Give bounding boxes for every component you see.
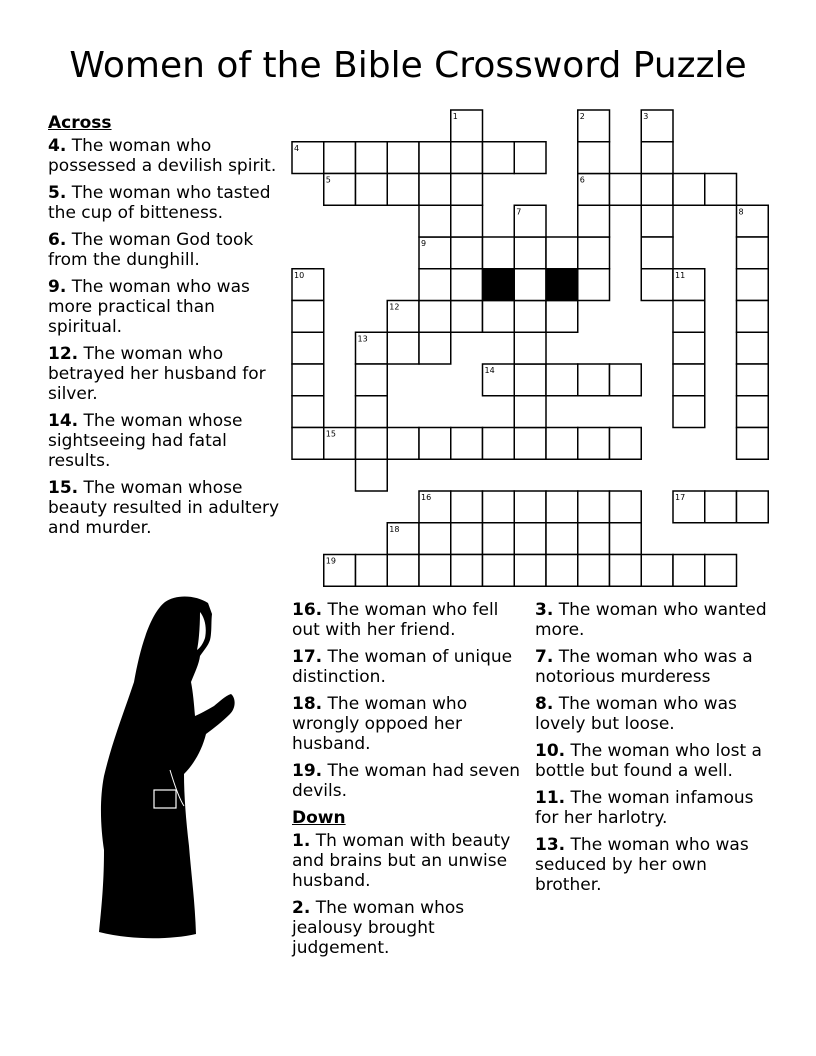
- clue-text: The woman of unique distinction.: [292, 647, 513, 687]
- grid-cell[interactable]: [387, 332, 419, 364]
- clue-text: The woman God took from the dunghill.: [48, 230, 254, 270]
- grid-cell[interactable]: [546, 523, 578, 555]
- grid-cell[interactable]: [451, 269, 483, 301]
- grid-cell[interactable]: [419, 142, 451, 174]
- grid-cell[interactable]: [737, 428, 769, 460]
- clue-text: Th woman with beauty and brains but an unwise husband.: [292, 831, 511, 891]
- grid-cell[interactable]: [324, 142, 356, 174]
- grid-cell-number: 3: [643, 112, 649, 121]
- clue-number: 8.: [535, 694, 554, 714]
- grid-cell-number: 2: [579, 112, 585, 121]
- grid-cell[interactable]: [292, 396, 324, 428]
- grid-cell[interactable]: [356, 396, 388, 428]
- grid-cell[interactable]: [292, 332, 324, 364]
- grid-cell[interactable]: [514, 332, 546, 364]
- grid-cell[interactable]: [578, 555, 610, 587]
- clue-number: 7.: [535, 647, 554, 667]
- grid-cell-number: 10: [294, 270, 305, 280]
- clue-text: The woman who lost a bottle but found a well.: [535, 741, 762, 781]
- grid-cell[interactable]: [578, 142, 610, 174]
- clue-text: The woman whose sightseeing had fatal results.: [48, 411, 243, 471]
- grid-cell[interactable]: [546, 491, 578, 523]
- grid-cell[interactable]: [737, 396, 769, 428]
- grid-cell[interactable]: [610, 523, 642, 555]
- grid-cell[interactable]: [705, 174, 737, 206]
- clue-number: 2.: [292, 898, 311, 918]
- clue-number: 12.: [48, 344, 79, 364]
- grid-cell[interactable]: [737, 491, 769, 523]
- clue-number: 11.: [535, 788, 566, 808]
- grid-cell[interactable]: [514, 555, 546, 587]
- grid-cell[interactable]: [451, 428, 483, 460]
- grid-cell[interactable]: [641, 237, 673, 269]
- grid-cell[interactable]: [483, 237, 515, 269]
- clue-number: 1.: [292, 831, 311, 851]
- clue-text: The woman who was more practical than spiritual.: [48, 277, 250, 337]
- grid-cell[interactable]: [387, 555, 419, 587]
- grid-cell[interactable]: [483, 428, 515, 460]
- grid-black-square: [546, 269, 578, 301]
- grid-cell[interactable]: [641, 555, 673, 587]
- grid-cell[interactable]: [737, 332, 769, 364]
- grid-cell[interactable]: [419, 523, 451, 555]
- grid-cell[interactable]: [641, 269, 673, 301]
- grid-cell[interactable]: [451, 142, 483, 174]
- grid-cell-number: 7: [516, 207, 522, 217]
- grid-cell[interactable]: [705, 491, 737, 523]
- grid-cell[interactable]: [419, 205, 451, 237]
- grid-cell[interactable]: [673, 301, 705, 333]
- grid-cell-number: 18: [389, 524, 400, 534]
- grid-cell[interactable]: [514, 237, 546, 269]
- grid-cell[interactable]: [419, 332, 451, 364]
- grid-cell-number: 5: [325, 175, 331, 185]
- clue-text: The woman who fell out with her friend.: [292, 600, 499, 640]
- grid-cell[interactable]: [387, 174, 419, 206]
- grid-cell-number: 16: [421, 493, 432, 502]
- clue-number: 19.: [292, 761, 323, 781]
- grid-cell[interactable]: [546, 428, 578, 460]
- grid-cell[interactable]: [451, 555, 483, 587]
- grid-cell-number: 12: [389, 302, 400, 312]
- clue-number: 18.: [292, 694, 323, 714]
- grid-cell[interactable]: [514, 396, 546, 428]
- grid-cell[interactable]: [737, 301, 769, 333]
- grid-cell[interactable]: [356, 174, 388, 206]
- grid-cell-number: 1: [452, 112, 458, 121]
- grid-cell-number: 15: [325, 429, 336, 439]
- grid-cell-number: 17: [675, 493, 686, 502]
- down-heading: Down: [292, 808, 346, 828]
- grid-black-square: [483, 269, 515, 301]
- grid-cell[interactable]: [610, 364, 642, 396]
- grid-cell[interactable]: [641, 142, 673, 174]
- clue-text: The woman who was lovely but loose.: [535, 694, 737, 734]
- grid-cell[interactable]: [483, 555, 515, 587]
- grid-cell-number: 19: [325, 556, 336, 566]
- grid-cell[interactable]: [356, 364, 388, 396]
- grid-cell-number: 11: [675, 270, 686, 280]
- clue-text: The woman who possessed a devilish spirit.: [48, 136, 277, 176]
- grid-cell[interactable]: [673, 364, 705, 396]
- clue-text: The woman who wrongly oppoed her husband.: [292, 694, 468, 754]
- grid-cell[interactable]: [514, 491, 546, 523]
- grid-cell[interactable]: [578, 364, 610, 396]
- grid-cell[interactable]: [514, 269, 546, 301]
- grid-cell[interactable]: [483, 523, 515, 555]
- grid-cell[interactable]: [546, 237, 578, 269]
- grid-cell[interactable]: [451, 205, 483, 237]
- grid-cell[interactable]: [610, 491, 642, 523]
- grid-cell[interactable]: [673, 332, 705, 364]
- grid-cell[interactable]: [292, 364, 324, 396]
- grid-cell[interactable]: [514, 142, 546, 174]
- clue-number: 14.: [48, 411, 79, 431]
- grid-cell[interactable]: [419, 174, 451, 206]
- clue-number: 5.: [48, 183, 67, 203]
- grid-cell[interactable]: [673, 174, 705, 206]
- grid-cell[interactable]: [483, 142, 515, 174]
- grid-cell[interactable]: [546, 364, 578, 396]
- grid-cell[interactable]: [673, 555, 705, 587]
- grid-cell[interactable]: [673, 396, 705, 428]
- grid-cell[interactable]: [356, 555, 388, 587]
- grid-cell[interactable]: [419, 555, 451, 587]
- grid-cell[interactable]: [578, 428, 610, 460]
- grid-cell[interactable]: [610, 428, 642, 460]
- grid-cell-number: 14: [484, 366, 495, 375]
- clue-number: 17.: [292, 647, 323, 667]
- grid-cell[interactable]: [356, 428, 388, 460]
- grid-cell[interactable]: [514, 523, 546, 555]
- grid-cell[interactable]: [578, 205, 610, 237]
- grid-cell-number: 4: [294, 143, 300, 153]
- clue-number: 16.: [292, 600, 323, 620]
- grid-cell[interactable]: [387, 142, 419, 174]
- grid-cell[interactable]: [451, 523, 483, 555]
- grid-cell[interactable]: [514, 428, 546, 460]
- grid-cell[interactable]: [356, 142, 388, 174]
- grid-cell[interactable]: [292, 301, 324, 333]
- clue-text: The woman who betrayed her husband for silver.: [48, 344, 266, 404]
- grid-cell[interactable]: [578, 523, 610, 555]
- grid-cell[interactable]: [641, 205, 673, 237]
- grid-cell[interactable]: [578, 491, 610, 523]
- grid-cell[interactable]: [705, 555, 737, 587]
- clue-number: 9.: [48, 277, 67, 297]
- clue-text: The woman infamous for her harlotry.: [535, 788, 754, 828]
- grid-cell[interactable]: [292, 428, 324, 460]
- grid-cell[interactable]: [451, 174, 483, 206]
- clue-text: The woman had seven devils.: [292, 761, 521, 801]
- grid-cell[interactable]: [578, 237, 610, 269]
- clue-number: 13.: [535, 835, 566, 855]
- grid-cell[interactable]: [546, 555, 578, 587]
- clue-text: The woman who tasted the cup of bitteness.: [48, 183, 271, 223]
- grid-cell[interactable]: [514, 301, 546, 333]
- grid-cell-number: 6: [579, 175, 585, 185]
- grid-cell[interactable]: [737, 237, 769, 269]
- grid-cell[interactable]: [610, 174, 642, 206]
- grid-cell-number: 13: [357, 334, 368, 344]
- grid-cell[interactable]: [578, 269, 610, 301]
- clue-number: 6.: [48, 230, 67, 250]
- grid-cell[interactable]: [451, 301, 483, 333]
- grid-cell[interactable]: [387, 428, 419, 460]
- clue-text: The woman whos jealousy brought judgement.: [292, 898, 465, 958]
- grid-cell[interactable]: [514, 364, 546, 396]
- grid-cell[interactable]: [419, 269, 451, 301]
- grid-cell[interactable]: [419, 428, 451, 460]
- clue-text: The woman who wanted more.: [535, 600, 767, 640]
- grid-cell[interactable]: [737, 269, 769, 301]
- clue-text: The woman whose beauty resulted in adultery and murder.: [48, 478, 280, 538]
- grid-cell[interactable]: [610, 555, 642, 587]
- page-title: Women of the Bible Crossword Puzzle: [69, 45, 747, 86]
- grid-cell[interactable]: [737, 364, 769, 396]
- clue-number: 10.: [535, 741, 566, 761]
- grid-cell[interactable]: [483, 301, 515, 333]
- grid-cell[interactable]: [641, 174, 673, 206]
- grid-cell[interactable]: [419, 301, 451, 333]
- grid-cell[interactable]: [483, 491, 515, 523]
- grid-cell[interactable]: [451, 237, 483, 269]
- grid-cell[interactable]: [451, 491, 483, 523]
- clue-number: 3.: [535, 600, 554, 620]
- grid-cell[interactable]: [356, 459, 388, 491]
- grid-cell[interactable]: [546, 301, 578, 333]
- clue-number: 15.: [48, 478, 79, 498]
- grid-cell-number: 8: [738, 207, 744, 217]
- across-heading: Across: [48, 113, 112, 133]
- grid-cell-number: 9: [421, 239, 427, 248]
- clue-text: The woman who was seduced by her own brother.: [535, 835, 749, 895]
- clue-text: The woman who was a notorious murderess: [535, 647, 753, 687]
- clue-number: 4.: [48, 136, 67, 156]
